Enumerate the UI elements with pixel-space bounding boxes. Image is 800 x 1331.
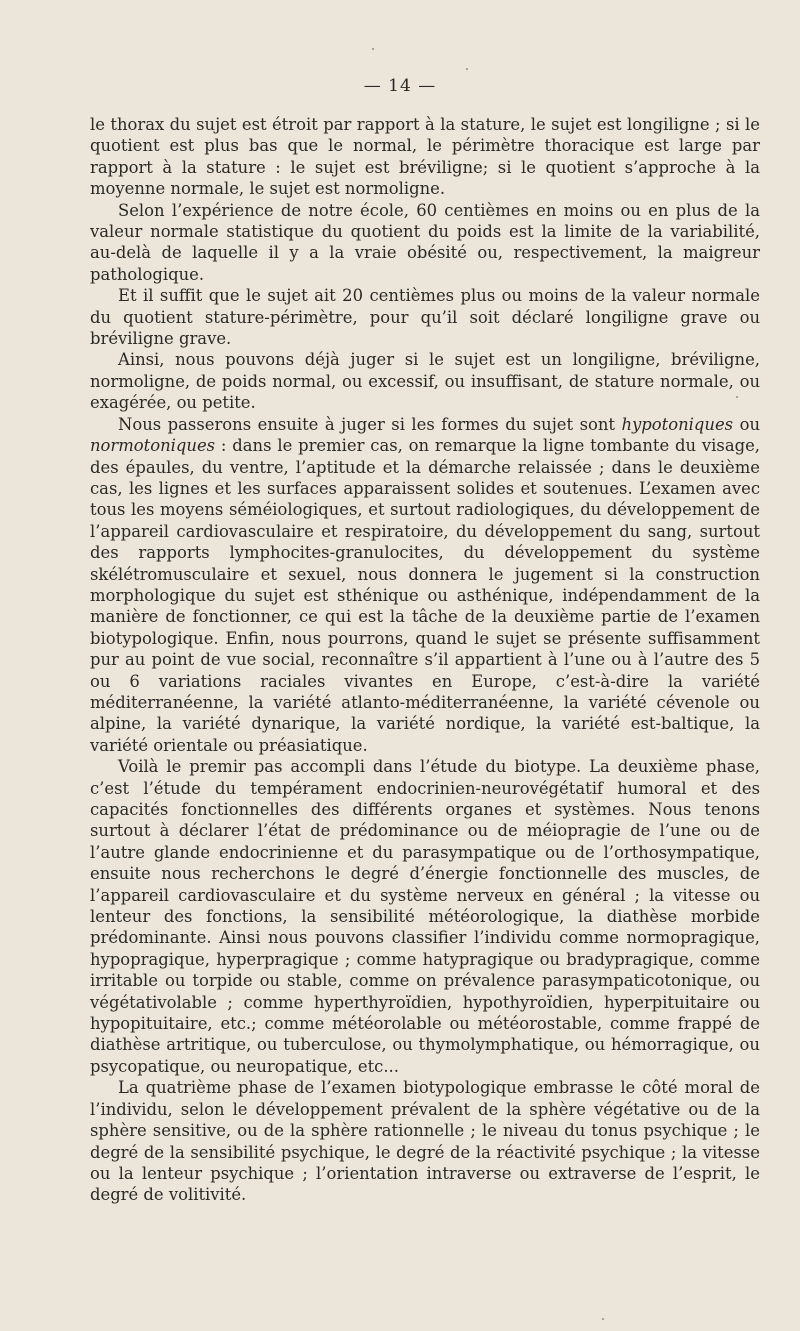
paragraph: Selon l’expérience de notre école, 60 centièmes en moins ou en plus de la valeur normale statistique du quotient du poids est la limite de la variabilité, au-delà de laquelle il y a la vraie obésité ou, respectivement, la maigreur pathologique. xyxy=(90,200,760,284)
paragraph-text: : dans le premier cas, on remarque la ligne tombante du visage, des épaules, du ventre, l’aptitude et la démarche relaissée ; dans le deuxième cas, les lignes et les surfaces apparaissent solides et soutenues. L’examen avec tous les moyens séméiologiques, et surtout radiologiques, du développement de l’appareil cardiovasculaire et respiratoire, du développement du sang, surtout des rapports lymphocites-granulocites, du développement du système skélétromusculaire et sexuel, nous donnera le jugement si la construction morphologique du sujet est sthénique ou asthénique, indépendamment de la manière de fonctionner, ce qui est la tâche de la deuxième partie de l’examen biotypologique. Enfin, nous pourrons, quand le sujet se présente suffisamment pur au point de vue social, reconnaître s’il appartient à l’une ou à l’autre des 5 ou 6 variations raciales vivantes en Europe, c’est-à-dire la variété méditerranéenne, la variété atlanto-méditerranéenne, la variété cévenole ou alpine, la variété dynarique, la variété nordique, la variété est-baltique, la variété orientale ou préasiatique. xyxy=(90,436,760,755)
paragraph: La quatrième phase de l’examen biotypologique embrasse le côté moral de l’individu, selon le développement prévalent de la sphère végétative ou de la sphère sensitive, ou de la sphère rationnelle ; le niveau du tonus psychique ; le degré de la sensibilité psychique, le degré de la réactivité psychique ; la vitesse ou la lenteur psychique ; l’orientation intraverse ou extraverse de l’esprit, le degré de volitivité. xyxy=(90,1078,760,1205)
paragraph: le thorax du sujet est étroit par rapport à la stature, le sujet est longiligne ; si le quotient est plus bas que le normal, le périmètre thoracique est large par rapport à la stature : le sujet est bréviligne; si le quotient s’approche à la moyenne normale, le sujet est normoligne. xyxy=(90,115,760,199)
paragraph: Voilà le premir pas accompli dans l’étude du biotype. La deuxième phase, c’est l’étude du tempérament endocrinien-neurovégétatif humoral et des capacités fonctionnelles des différents organes et systèmes. Nous tenons surtout à déclarer l’état de prédominance ou de méiopragie de l’une ou de l’autre glande endocrinienne et du parasympatique ou de l’orthosympatique, ensuite nous recherchons le degré d’énergie fonctionnelle des muscles, de l’appareil cardiovasculaire et du système nerveux en général ; la vitesse ou lenteur des fonctions, la sensibilité météorologique, la diathèse morbide prédominante. Ainsi nous pouvons classifier l’individu comme normopragique, hypopragique, hyperpragique ; comme hatypragique ou bradypragique, comme irritable ou torpide ou stable, comme on prévalence parasympaticotonique, ou végétativolable ; comme hyperthyroïdien, hypothyroïdien, hyperpituitaire ou hypopituitaire, etc.; comme météorolable ou météorostable, comme frappé de diathèse artritique, ou tuberculose, ou thymolymphatique, ou hémorragique, ou psycopatique, ou neuropatique, etc... xyxy=(90,757,760,1076)
scan-speck xyxy=(602,1318,604,1320)
paragraph: Et il suffit que le sujet ait 20 centièmes plus ou moins de la valeur normale du quotient stature-périmètre, pour qu’il soit déclaré longiligne grave ou bréviligne grave. xyxy=(90,286,760,349)
italic-term-normotoniques: normotoniques xyxy=(90,436,216,456)
paragraph-text: Nous passerons ensuite à juger si les formes du sujet sont xyxy=(118,414,622,434)
paragraph: Ainsi, nous pouvons déjà juger si le sujet est un longiligne, bréviligne, normoligne, de poids normal, ou excessif, ou insuffisant, de stature normale, ou exagérée, ou petite. xyxy=(90,350,760,413)
body-text xyxy=(90,114,760,1206)
italic-term-hypotoniques: hypotoniques xyxy=(621,414,734,434)
page-number: — 14 — xyxy=(363,76,437,96)
scan-speck xyxy=(466,68,468,70)
scan-speck xyxy=(372,48,374,50)
paragraph-text: ou xyxy=(733,414,760,434)
paragraph xyxy=(90,414,760,757)
